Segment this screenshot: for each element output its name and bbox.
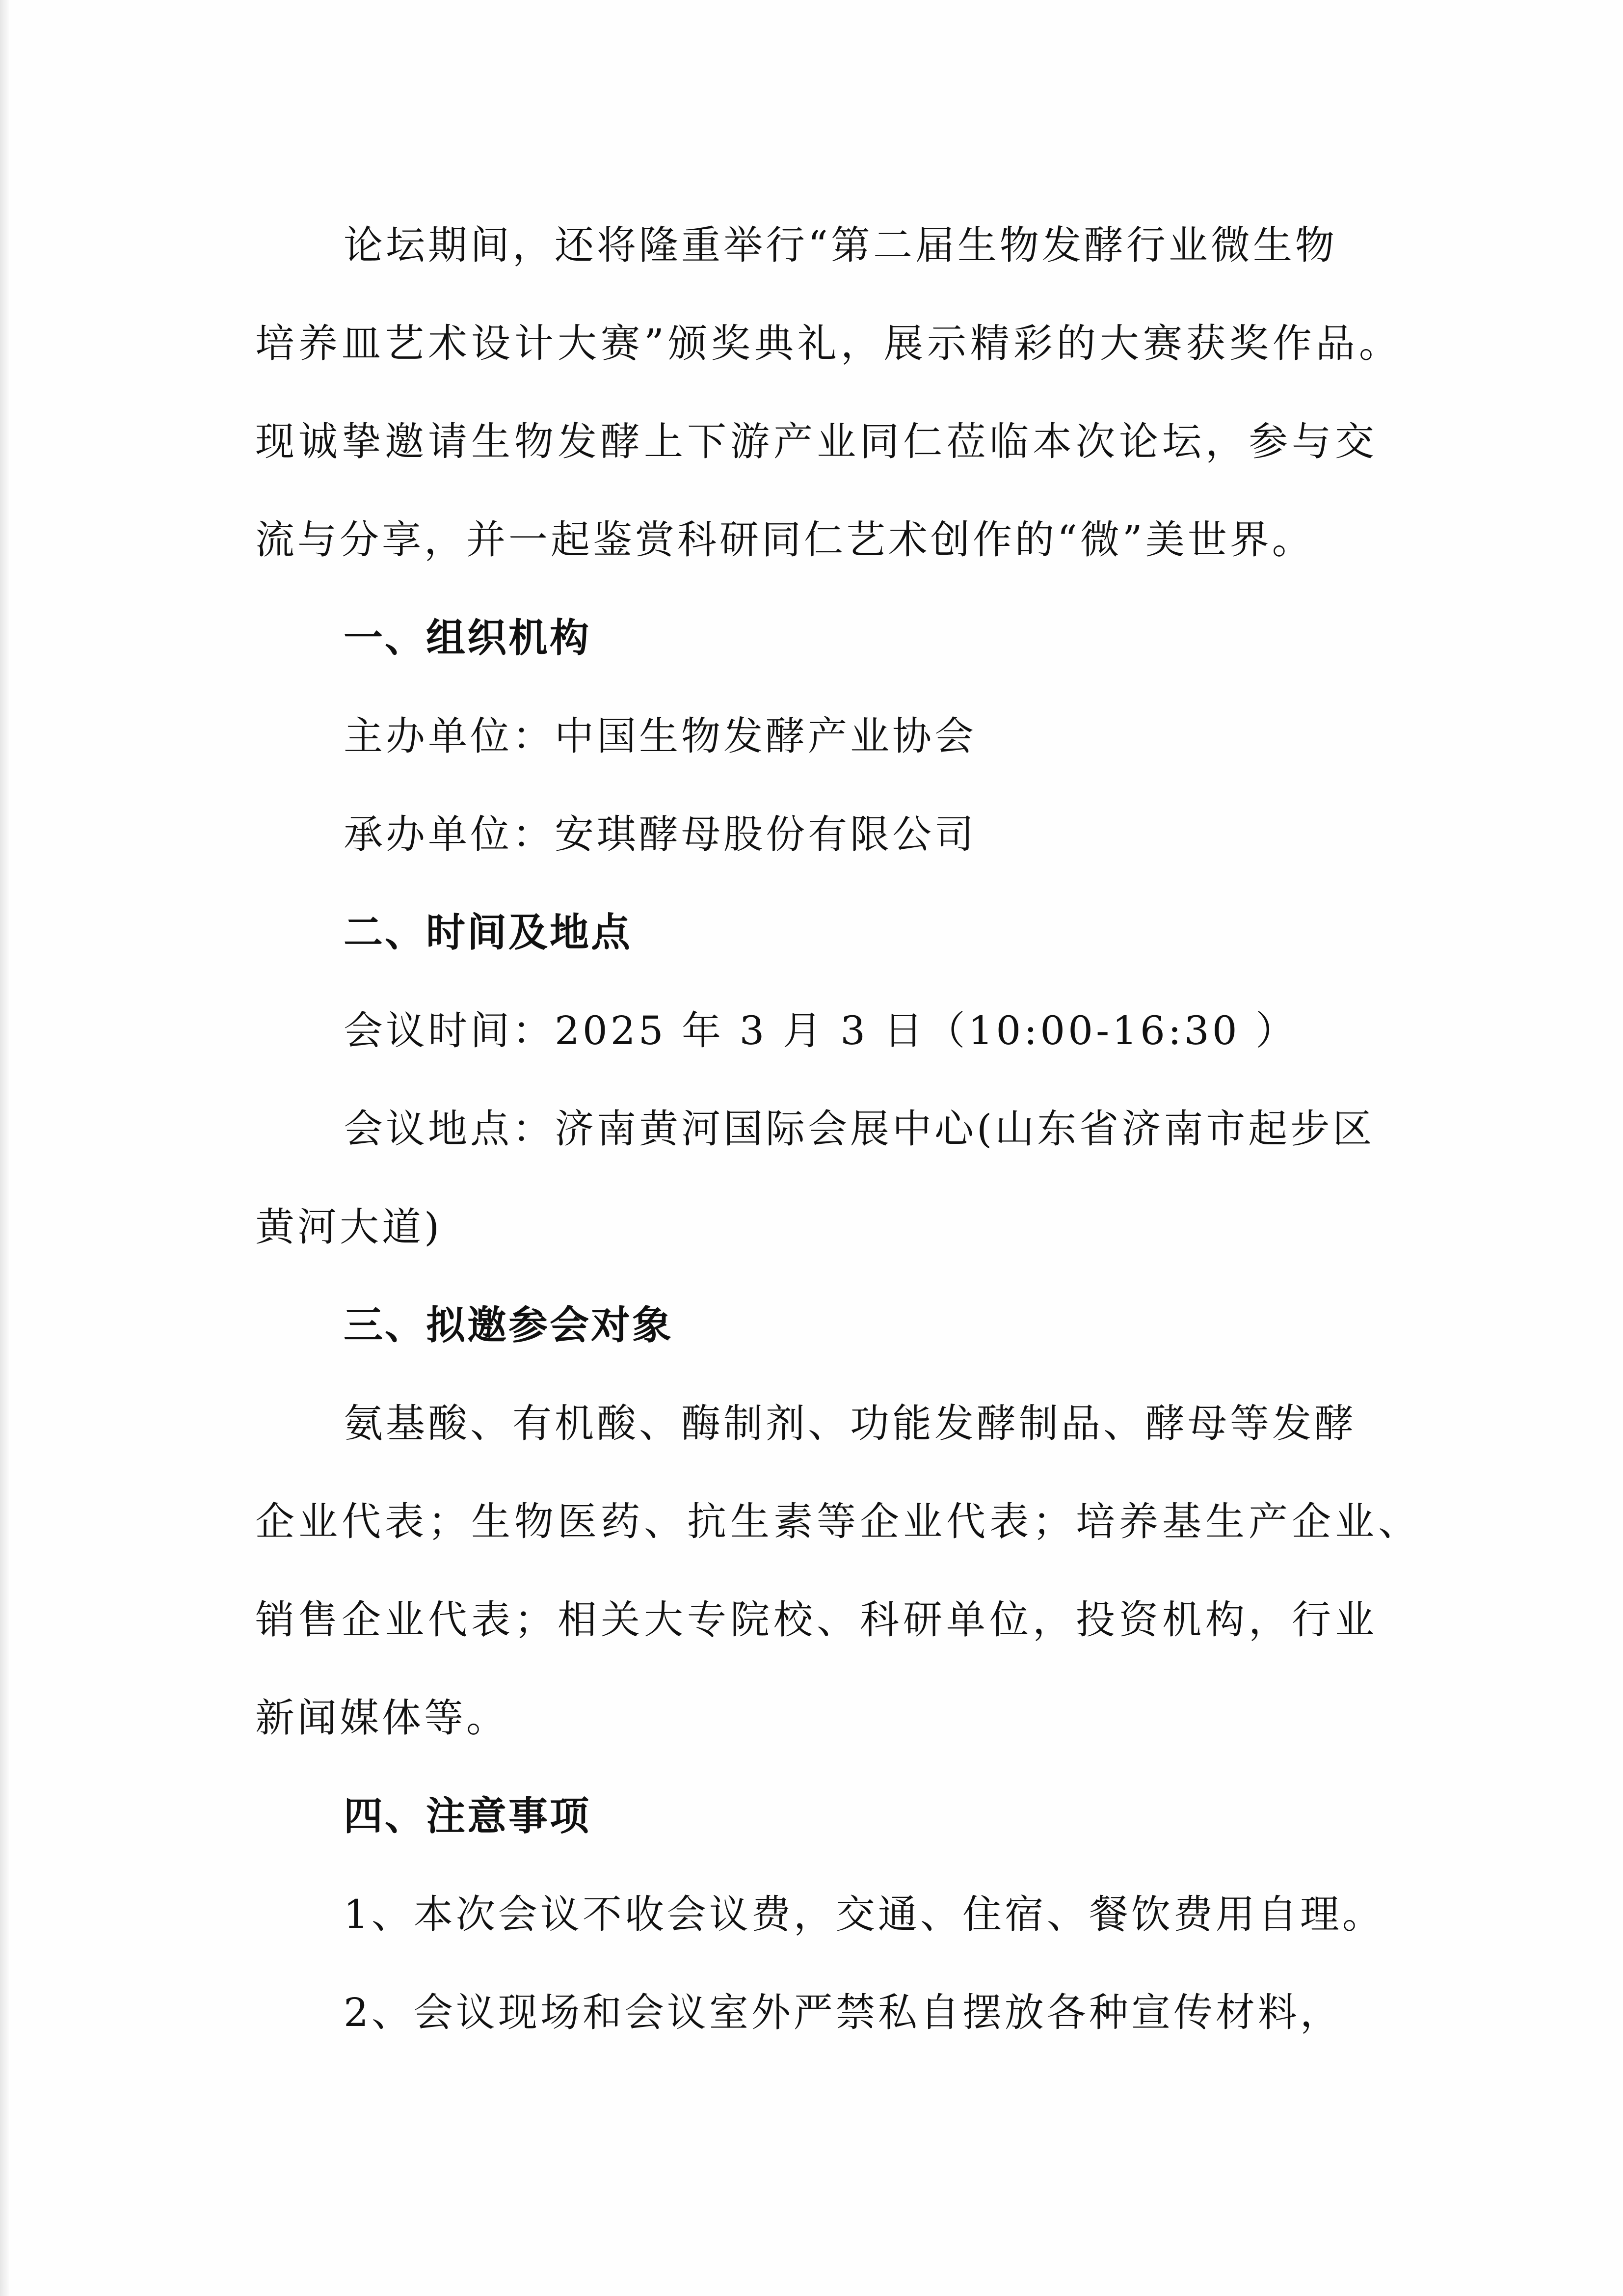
invitees-line-1: 氨基酸、有机酸、酶制剂、功能发酵制品、酵母等发酵 [344,1401,1357,1446]
note-item-2: 2、会议现场和会议室外严禁私自摆放各种宣传材料， [344,1990,1342,2035]
section-heading-invitees: 三、拟邀参会对象 [344,1302,673,1348]
meeting-time-line: 会议时间：2025 年 3 月 3 日（10:00-16:30 ） [344,1008,1298,1053]
section-heading-organization: 一、组织机构 [344,615,591,661]
meeting-venue-line-1: 会议地点：济南黄河国际会展中心(山东省济南市起步区 [344,1106,1375,1152]
paragraph-intro-line-3: 现诚挚邀请生物发酵上下游产业同仁莅临本次论坛，参与交 [255,419,1378,464]
invitees-line-3: 销售企业代表；相关大专院校、科研单位，投资机构，行业 [255,1597,1378,1643]
host-line: 承办单位：安琪酵母股份有限公司 [344,811,977,857]
meeting-venue-line-2: 黄河大道) [255,1204,443,1250]
note-item-1: 1、本次会议不收会议费，交通、住宿、餐饮费用自理。 [344,1891,1384,1937]
paragraph-intro-line-2: 培养皿艺术设计大赛”颁奖典礼，展示精彩的大赛获奖作品。 [255,321,1402,366]
paragraph-intro-line-4: 流与分享，并一起鉴赏科研同仁艺术创作的“微”美世界。 [255,517,1314,563]
section-heading-notes: 四、注意事项 [344,1793,591,1839]
organizer-line: 主办单位：中国生物发酵产业协会 [344,713,977,759]
scan-edge-shadow [0,0,9,2296]
section-heading-time-place: 二、时间及地点 [344,910,632,955]
invitees-line-4: 新闻媒体等。 [255,1695,508,1741]
invitees-line-2: 企业代表；生物医药、抗生素等企业代表；培养基生产企业、 [255,1499,1421,1544]
paragraph-intro-line-1: 论坛期间，还将隆重举行“第二届生物发酵行业微生物 [344,222,1337,268]
